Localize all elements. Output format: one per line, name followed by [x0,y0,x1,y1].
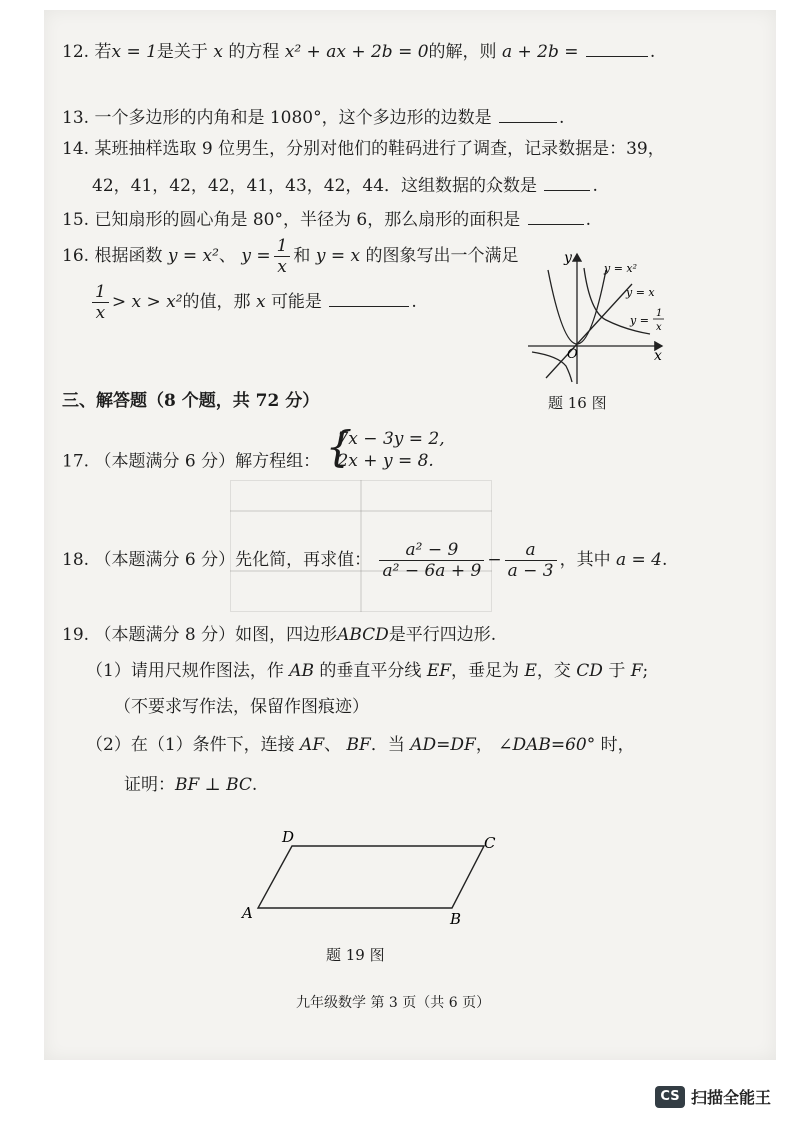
question-number: 16. [62,246,90,266]
fraction-2 [505,540,557,581]
question-number: 12. [62,42,90,62]
vertex-b-label: B [450,910,462,926]
numerator: 1 [274,236,291,257]
equation-2: 2x + y = 8. [337,451,434,471]
math: x [213,42,223,62]
text: 的方程 [228,42,280,62]
origin-label: O [567,347,578,362]
vertex-d-label: D [282,828,295,846]
equation-system [325,422,445,472]
math: CD [576,661,603,681]
question-17 [62,422,445,484]
math: y = x² [167,246,219,266]
text: 、 [218,246,236,266]
hyperbola-label-den: x [656,322,662,333]
brace: { [325,422,353,471]
scanner-watermark [655,1085,771,1108]
math: y = [241,246,271,266]
text: 一个多边形的内角和是 1080°，这个多边形的边数是 [94,108,492,128]
math: a = 4 [615,550,662,570]
text: 是关于 [156,42,208,62]
parabola-label: y = x² [604,262,638,275]
y-axis-label: y [564,250,572,266]
text: 时， [600,735,635,755]
question-19-part1 [86,660,648,682]
denominator: a² − 6a + 9 [382,561,482,581]
fraction-1 [379,540,484,581]
scanner-app-name: 扫描全能王 [691,1088,772,1107]
text: ，交 [536,661,571,681]
numerator: a² − 9 [379,540,484,561]
math: AB [289,661,315,681]
math: > x > x² [111,292,183,312]
text: 根据函数 [94,246,163,266]
question-15 [62,208,591,231]
text: ．当 [370,735,405,755]
parallelogram-abcd [258,846,484,908]
text: 某班抽样选取 9 位男生，分别对他们的鞋码进行了调查，记录数据是：39， [94,139,665,159]
equation-1: 7x − 3y = 2, [337,429,445,449]
question-number: 17. [62,451,90,472]
denominator: x [277,257,287,277]
math: ∠DAB=60° [498,735,596,755]
math: BF [346,735,371,755]
fraction [92,282,109,323]
question-number: 15. [62,210,90,230]
numerator: a [505,540,557,561]
text: . [662,550,668,570]
text: （1）请用尺规作图法，作 [86,661,284,681]
text: 于 [608,661,626,681]
math: a + 2b = [501,42,579,62]
text: 的垂直平分线 [319,661,422,681]
question-19-part2 [86,734,635,756]
question-number: 14. [62,139,90,159]
text: . [592,176,598,196]
question-19-proof [124,774,257,796]
vertex-c-label: C [484,834,496,852]
question-16-line2 [92,282,417,323]
fraction [274,236,291,277]
answer-blank[interactable] [329,290,409,307]
text: （本题满分 6 分）先化简，再求值： [94,550,372,570]
text: 可能是 [270,292,322,312]
text: 的解，则 [428,42,497,62]
line-label: y = x [626,286,655,299]
text: . [559,108,565,128]
camscanner-logo-icon: CS [655,1086,685,1108]
line-y-equals-x [546,284,632,378]
denominator: a − 3 [507,561,554,581]
answer-blank[interactable] [586,40,648,57]
question-12 [62,40,655,63]
math: F [630,661,643,681]
text: 和 [293,246,311,266]
text: . [411,292,417,312]
question-19-note: （不要求写作法，保留作图痕迹） [114,697,369,717]
text: （2）在（1）条件下，连接 [86,735,295,755]
text: ，其中 [559,550,611,570]
text: 证明： [124,775,175,795]
text: ，垂足为 [451,661,520,681]
answer-blank[interactable] [528,208,584,225]
text: 是平行四边形. [388,625,497,645]
figure-16-caption: 题 16 图 [548,394,607,412]
text: 42，41，42，42，41，43，42，44．这组数据的众数是 [92,176,538,196]
math: ABCD [337,625,389,645]
math: E [524,661,537,681]
text: 已知扇形的圆心角是 80°，半径为 6，那么扇形的面积是 [94,210,521,230]
question-13 [62,106,564,129]
section-3-title: 三、解答题（8 个题，共 72 分） [62,391,320,411]
text: 的值，那 [182,292,251,312]
hyperbola-label-num: 1 [656,308,663,319]
text: （本题满分 6 分）解方程组： [94,451,321,472]
numerator: 1 [92,282,109,303]
answer-blank[interactable] [499,106,557,123]
math: EF [426,661,452,681]
figure-19-caption: 题 19 图 [326,946,385,964]
question-14-line1 [62,138,665,160]
text: . [251,775,258,795]
figure-19-parallelogram [236,826,506,926]
equation: x² + ax + 2b = 0 [284,42,429,62]
text: ， [475,735,493,755]
math: AD=DF [410,735,476,755]
text: 、 [324,735,342,755]
math: BF ⊥ BC [175,775,252,795]
math: AF [300,735,325,755]
hyperbola-label-lhs: y = [630,314,649,327]
math: x [255,292,266,312]
question-14-line2 [92,174,598,197]
question-number: 19. [62,625,90,645]
math: x = 1 [111,42,157,62]
question-16-line1 [62,236,518,277]
text: . [585,210,592,230]
text: 若 [94,42,112,62]
text: （本题满分 8 分）如图，四边形 [94,625,338,645]
page-footer: 九年级数学 第 3 页（共 6 页） [296,995,491,1011]
text: 的图象写出一个满足 [365,246,519,266]
vertex-a-label: A [242,904,253,922]
denominator: x [95,303,106,323]
math: − [487,550,502,570]
text: . [649,42,656,62]
text: ; [642,661,649,681]
math: y = x [315,246,361,266]
x-axis-label: x [654,348,662,364]
figure-16-graph [520,248,670,388]
question-18 [62,540,667,581]
question-number: 18. [62,550,90,570]
question-19 [62,624,496,646]
question-number: 13. [62,108,90,128]
answer-blank[interactable] [544,174,590,191]
